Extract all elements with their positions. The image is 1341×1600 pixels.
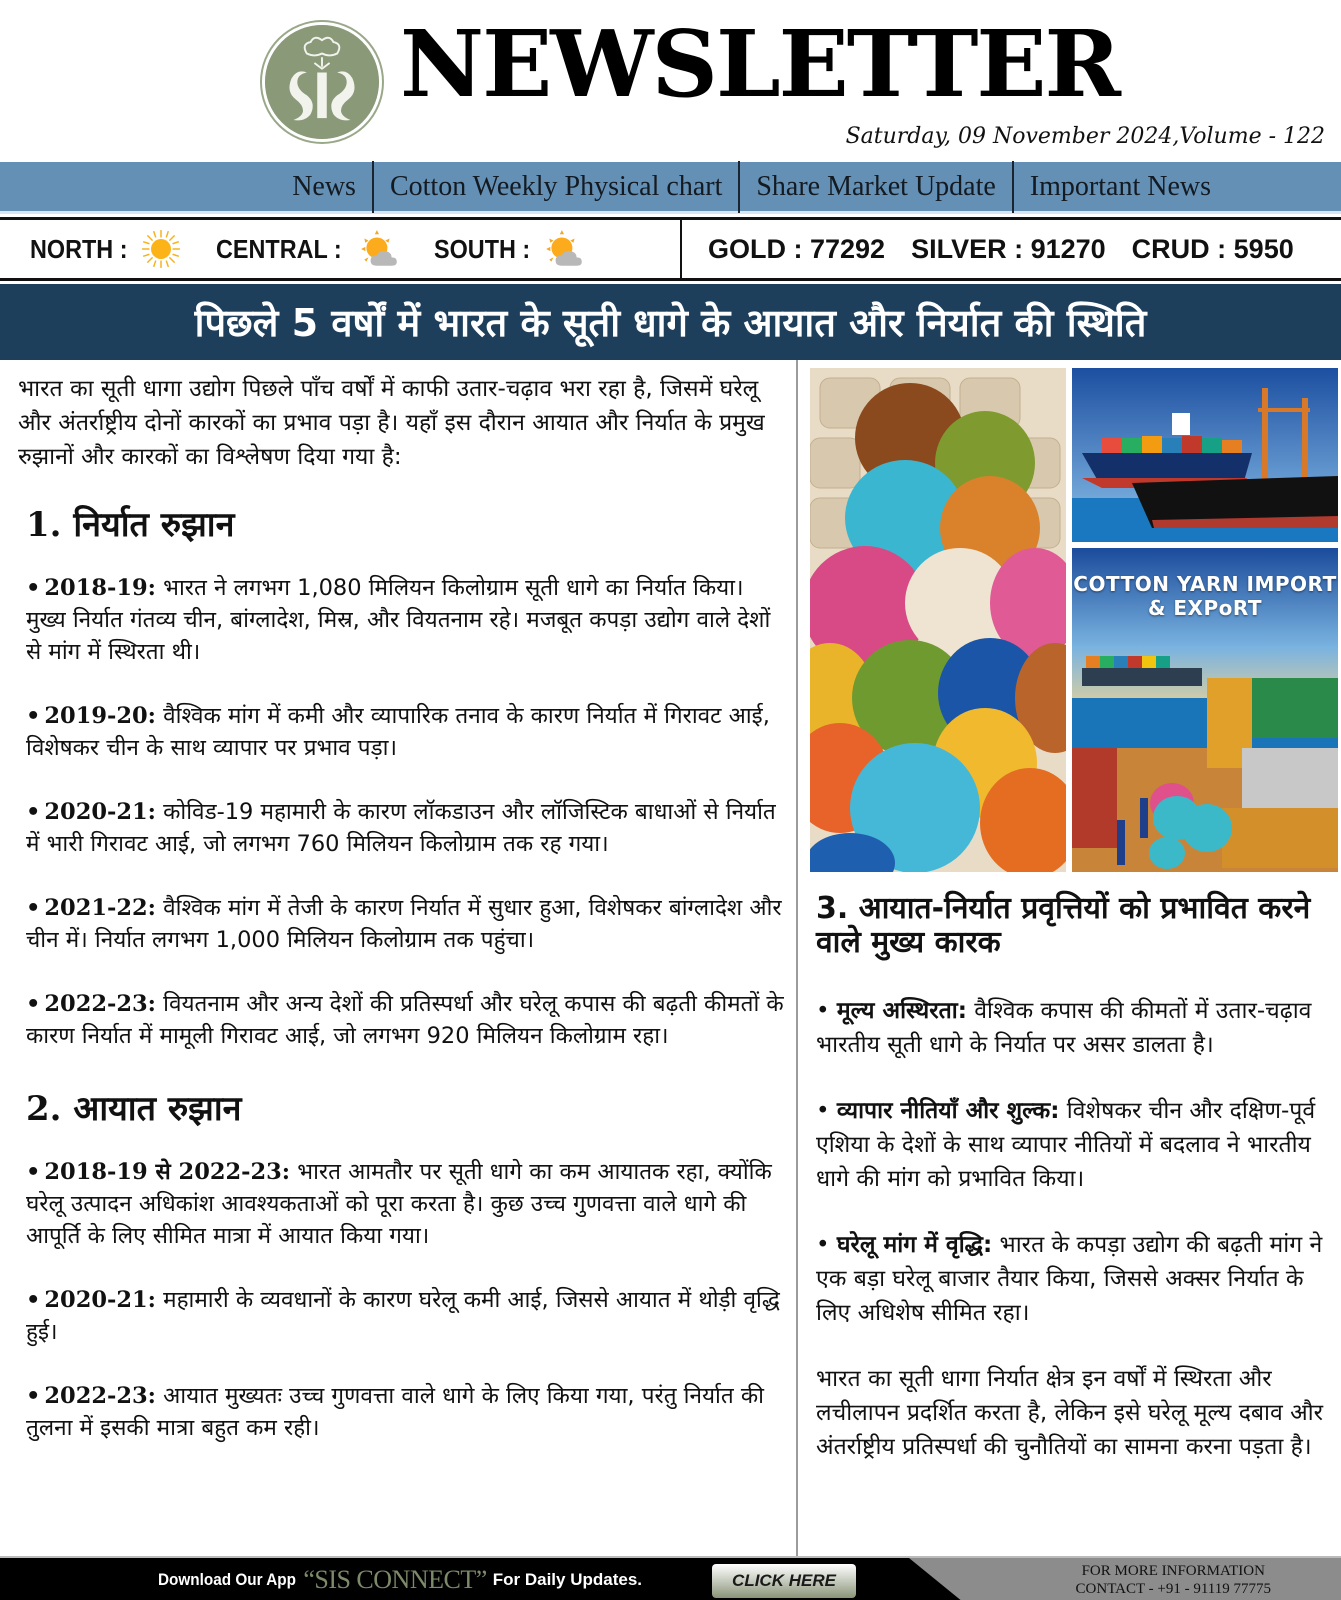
sis-logo: [262, 22, 382, 142]
weather-strip: [0, 220, 682, 278]
export-bullet: • 2022-23: वियतनाम और अन्य देशों की प्रतिस्पर्धा और घरेलू कपास की बढ़ती कीमतों के कारण निर्यात में मामूली गिरावट आई, जो लगभग 920 मिलियन किलोग्राम रहा।: [26, 991, 784, 1049]
factor-bullet: • घरेलू मांग में वृद्धि: भारत के कपड़ा उद्योग की बढ़ती मांग ने एक बड़ा घरेलू बाजार तैयार किया, जिससे अक्सर निर्यात के लिए अधिशेष सीमित रहा।: [816, 1232, 1323, 1326]
port-containers-image: [1072, 548, 1338, 872]
headline-banner: [0, 284, 1341, 360]
weather-north-label: NORTH :: [30, 233, 128, 264]
crude-price: CRUD : 5950: [1131, 233, 1294, 264]
left-column: [18, 372, 788, 1476]
export-bullet: • 2019-20: वैश्विक मांग में कमी और व्यापारिक तनाव के कारण निर्यात में गिरावट आई, विशेषकर चीन के साथ व्यापार पर प्रभाव पड़ा।: [26, 703, 770, 761]
contact-phone: CONTACT - +91 - 91119 77775: [1075, 1581, 1271, 1597]
export-bullet: • 2018-19: भारत ने लगभग 1,080 मिलियन किलोग्राम सूती धागे का निर्यात किया। मुख्य निर्यात गंतव्य चीन, बांग्लादेश, मिस्र, और वियतनाम रहे। मजबूत कपड़ा उद्योग वाले देशों से मांग में स्थिरता थी।: [26, 575, 771, 665]
partly-cloudy-icon: [358, 228, 400, 270]
download-text: Download Our App: [158, 1570, 296, 1589]
click-here-button[interactable]: CLICK HERE: [712, 1564, 856, 1598]
section-export-trends-heading: 1. निर्यात रुझान: [26, 505, 235, 545]
silver-price: SILVER : 91270: [911, 233, 1106, 264]
weather-south-label: SOUTH :: [433, 233, 531, 264]
column-divider: [796, 360, 798, 1556]
section-key-factors-heading: 3. आयात-निर्यात प्रवृत्तियों को प्रभावित करने वाले मुख्य कारक: [816, 891, 1311, 960]
cargo-ship-image: [1072, 368, 1338, 542]
import-bullet: • 2018-19 से 2022-23: भारत आमतौर पर सूती धागे का कम आयातक रहा, क्योंकि घरेलू उत्पादन अधिकांश आवश्यकताओं को पूरा करता है। कुछ उच्च गुणवत्ता वाले धागे की आपूर्ति के लिए सीमित मात्रा में आयात किया गया।: [26, 1159, 772, 1249]
factor-bullet: • व्यापार नीतियाँ और शुल्क: विशेषकर चीन और दक्षिण-पूर्व एशिया के देशों के साथ व्यापार नीतियों में बदलाव ने भारतीय धागे की मांग को प्रभावित किया।: [816, 1098, 1316, 1192]
app-promo: [158, 1558, 642, 1600]
nav-bar: [0, 162, 1341, 214]
sunny-icon: [140, 228, 182, 270]
weather-price-ticker: [0, 217, 1341, 281]
import-bullet: • 2022-23: आयात मुख्यतः उच्च गुणवत्ता वाले धागे के लिए किया गया, परंतु निर्यात की तुलना में इसकी मात्रा बहुत कम रही।: [26, 1383, 764, 1441]
dateline: Saturday, 09 November 2024,Volume - 122: [845, 124, 1325, 149]
masthead: [0, 0, 1341, 160]
section-import-trends-heading: 2. आयात रुझान: [26, 1089, 242, 1129]
import-bullet: • 2020-21: महामारी के व्यवधानों के कारण घरेलू कमी आई, जिससे आयात में थोड़ी वृद्धि हुई।: [26, 1287, 780, 1345]
more-info-label: FOR MORE INFORMATION: [1081, 1563, 1265, 1579]
footer-bar: [0, 1556, 1341, 1600]
gold-price: GOLD : 77292: [708, 233, 886, 264]
daily-updates-text: For Daily Updates.: [492, 1570, 643, 1589]
yarn-balls-image: [810, 368, 1066, 872]
newsletter-title: NEWSLETTER: [400, 10, 1120, 118]
headline-text: पिछले 5 वर्षों में भारत के सूती धागे के आयात और निर्यात की स्थिति: [194, 301, 1147, 345]
right-column: [816, 368, 1337, 1464]
weather-central-label: CENTRAL :: [216, 233, 342, 264]
app-name: “SIS CONNECT”: [303, 1565, 487, 1594]
image-caption: COTTON YARN IMPORT & EXPoRT: [1073, 572, 1337, 620]
intro-paragraph: भारत का सूती धागा उद्योग पिछले पाँच वर्षों में काफी उतार-चढ़ाव भरा रहा है, जिसमें घरेलू और अंतर्राष्ट्रीय दोनों कारकों का प्रभाव पड़ा है। यहाँ इस दौरान आयात और निर्यात के प्रमुख रुझानों और कारकों का विश्लेषण दिया गया है:: [18, 376, 765, 470]
partly-cloudy-icon: [543, 228, 585, 270]
contact-info: [1076, 1562, 1271, 1598]
factor-bullet: • मूल्य अस्थिरता: वैश्विक कपास की कीमतों में उतार-चढ़ाव भारतीय सूती धागे के निर्यात पर असर डालता है।: [816, 998, 1312, 1058]
nav-item-share-market-update[interactable]: Share Market Update: [740, 161, 1013, 213]
nav-item-cotton-weekly-physical-chart[interactable]: Cotton Weekly Physical chart: [374, 161, 740, 213]
commodity-prices: [682, 220, 1341, 278]
closing-paragraph: भारत का सूती धागा निर्यात क्षेत्र इन वर्षों में स्थिरता और लचीलापन प्रदर्शित करता है, लेकिन इसे घरेलू मूल्य दबाव और अंतर्राष्ट्रीय प्रतिस्पर्धा की चुनौतियों का सामना करना पड़ता है।: [816, 1366, 1324, 1460]
cotton-boll-logo-icon: [265, 25, 379, 139]
image-collage: [810, 368, 1338, 872]
nav-item-news[interactable]: News: [276, 161, 374, 213]
export-bullet: • 2021-22: वैश्विक मांग में तेजी के कारण निर्यात में सुधार हुआ, विशेषकर बांग्लादेश और चीन में। निर्यात लगभग 1,000 मिलियन किलोग्राम तक पहुंचा।: [26, 895, 782, 953]
export-bullet: • 2020-21: कोविड-19 महामारी के कारण लॉकडाउन और लॉजिस्टिक बाधाओं से निर्यात में भारी गिरावट आई, जो लगभग 760 मिलियन किलोग्राम तक रह गया।: [26, 799, 776, 857]
nav-item-important-news[interactable]: Important News: [1029, 170, 1211, 202]
